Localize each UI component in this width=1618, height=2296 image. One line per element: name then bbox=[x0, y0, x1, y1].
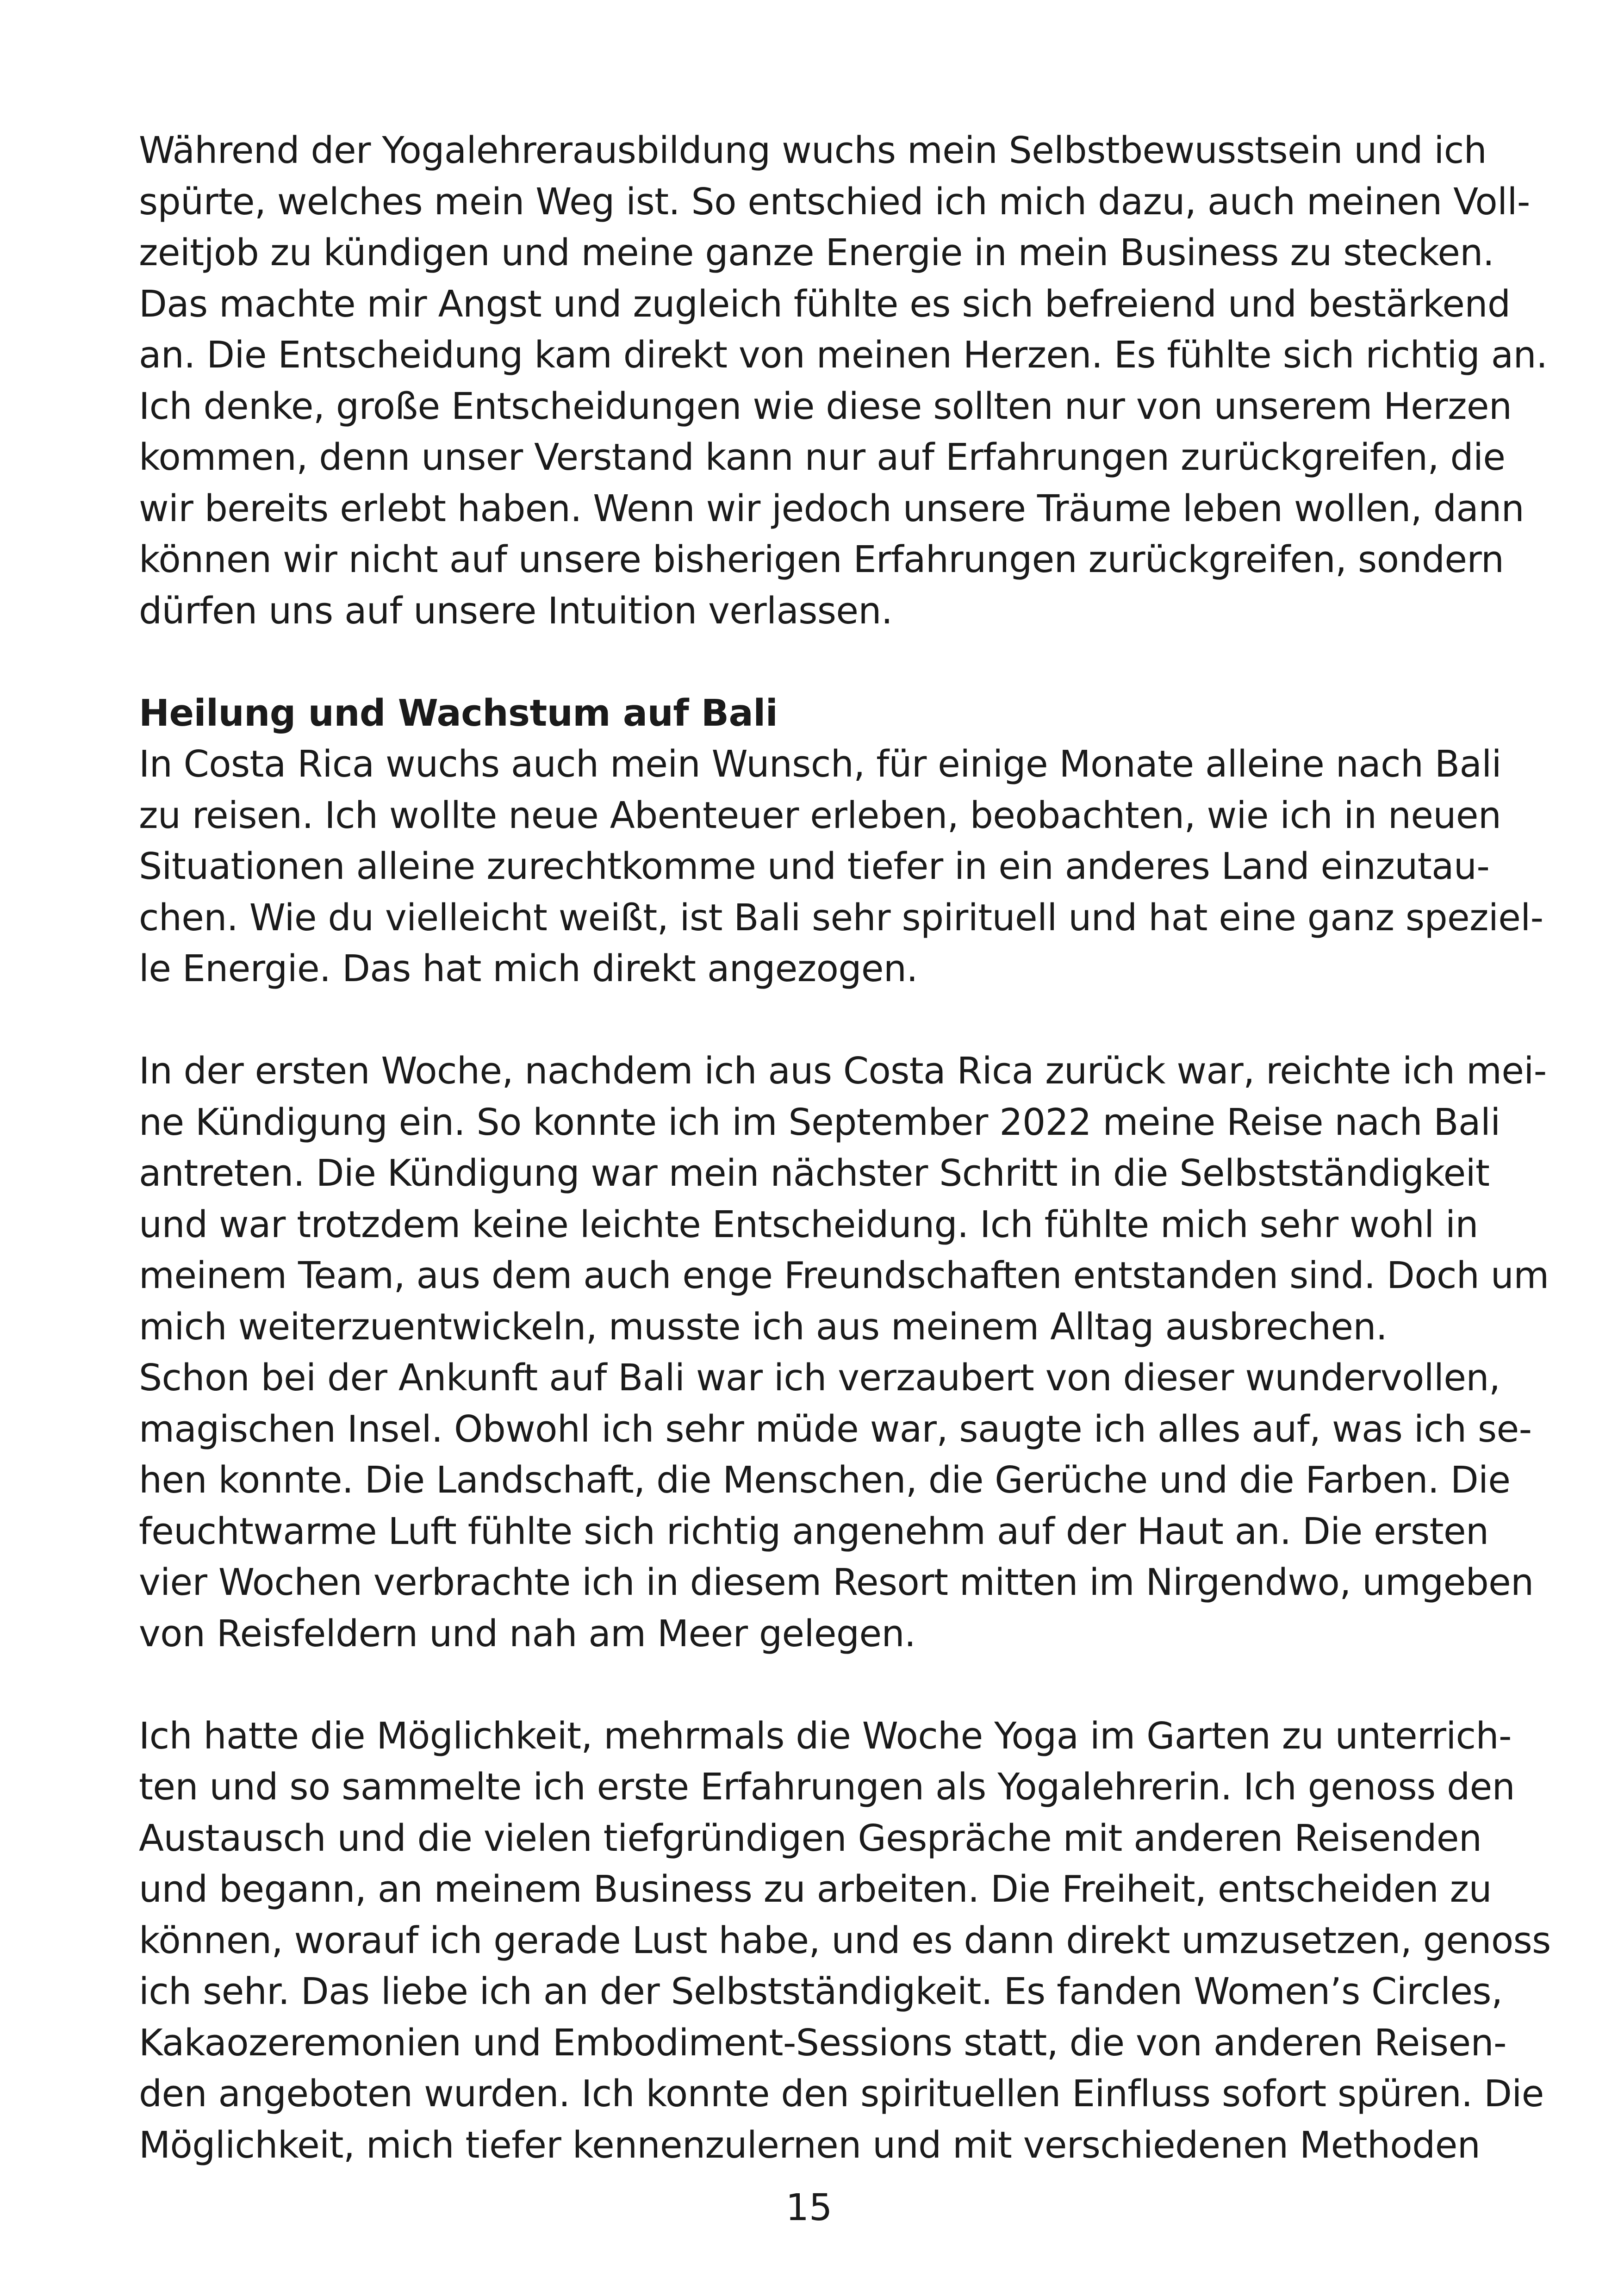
text-line: spürte, welches mein Weg ist. So entschied ich mich dazu, auch meinen Voll- bbox=[139, 180, 1530, 223]
text-line: an. Die Entscheidung kam direkt von meinen Herzen. Es fühlte sich richtig an. bbox=[139, 334, 1548, 376]
text-line: von Reisfeldern und nah am Meer gelegen. bbox=[139, 1612, 916, 1655]
text-line: Situationen alleine zurechtkomme und tiefer in ein anderes Land einzutau- bbox=[139, 845, 1490, 888]
paragraph-gap bbox=[139, 1659, 1481, 1711]
text-line: ten und so sammelte ich erste Erfahrungen als Yogalehrerin. Ich genoss den bbox=[139, 1766, 1515, 1808]
text-line: antreten. Die Kündigung war mein nächster Schritt in die Selbstständigkeit bbox=[139, 1152, 1490, 1195]
text-line: können wir nicht auf unsere bisherigen Erfahrungen zurückgreifen, sondern bbox=[139, 538, 1504, 581]
text-line: wir bereits erlebt haben. Wenn wir jedoch unsere Träume leben wollen, dann bbox=[139, 487, 1525, 530]
text-line: Schon bei der Ankunft auf Bali war ich verzaubert von dieser wundervollen, bbox=[139, 1356, 1500, 1399]
text-line: zeitjob zu kündigen und meine ganze Energie in mein Business zu stecken. bbox=[139, 231, 1494, 274]
paragraph-gap bbox=[139, 636, 1481, 688]
text-line: hen konnte. Die Landschaft, die Menschen, die Gerüche und die Farben. Die bbox=[139, 1459, 1511, 1501]
text-line: chen. Wie du vielleicht weißt, ist Bali sehr spirituell und hat eine ganz speziel- bbox=[139, 896, 1543, 939]
paragraph-resignation bbox=[139, 1045, 1549, 1659]
text-line: dürfen uns auf unsere Intuition verlassen. bbox=[139, 589, 893, 632]
text-line: Während der Yogalehrerausbildung wuchs mein Selbstbewusstsein und ich bbox=[139, 129, 1487, 172]
text-line: In Costa Rica wuchs auch mein Wunsch, für einige Monate alleine nach Bali bbox=[139, 743, 1502, 785]
text-line: den angeboten wurden. Ich konnte den spirituellen Einfluss sofort spüren. Die bbox=[139, 2072, 1544, 2115]
text-line: ne Kündigung ein. So konnte ich im September 2022 meine Reise nach Bali bbox=[139, 1101, 1500, 1144]
text-line: und war trotzdem keine leichte Entscheidung. Ich fühlte mich sehr wohl in bbox=[139, 1203, 1478, 1246]
text-line: Kakaozeremonien und Embodiment-Sessions statt, die von anderen Reisen- bbox=[139, 2021, 1506, 2064]
text-line: Ich denke, große Entscheidungen wie diese sollten nur von unserem Herzen bbox=[139, 385, 1512, 428]
paragraph-yoga-teaching bbox=[139, 1711, 1551, 2171]
text-line: und begann, an meinem Business zu arbeiten. Die Freiheit, entscheiden zu bbox=[139, 1868, 1492, 1910]
text-line: Möglichkeit, mich tiefer kennenzulernen und mit verschiedenen Methoden bbox=[139, 2123, 1481, 2166]
paragraph-intro bbox=[139, 125, 1548, 636]
paragraph-bali-wish bbox=[139, 739, 1543, 995]
text-line: le Energie. Das hat mich direkt angezogen. bbox=[139, 947, 918, 990]
text-line: mich weiterzuentwickeln, musste ich aus meinem Alltag ausbrechen. bbox=[139, 1305, 1388, 1348]
text-line: ich sehr. Das liebe ich an der Selbstständigkeit. Es fanden Women’s Circles, bbox=[139, 1970, 1503, 2013]
text-line: In der ersten Woche, nachdem ich aus Costa Rica zurück war, reichte ich mei- bbox=[139, 1050, 1547, 1092]
text-line: zu reisen. Ich wollte neue Abenteuer erleben, beobachten, wie ich in neuen bbox=[139, 794, 1501, 837]
text-line: vier Wochen verbrachte ich in diesem Resort mitten im Nirgendwo, umgeben bbox=[139, 1561, 1534, 1604]
page-number: 15 bbox=[785, 2186, 833, 2229]
paragraph-gap bbox=[139, 995, 1481, 1046]
text-line: feuchtwarme Luft fühlte sich richtig angenehm auf der Haut an. Die ersten bbox=[139, 1510, 1489, 1553]
section-heading: Heilung und Wachstum auf Bali bbox=[139, 691, 778, 734]
text-line: magischen Insel. Obwohl ich sehr müde war, saugte ich alles auf, was ich se- bbox=[139, 1407, 1532, 1450]
text-line: kommen, denn unser Verstand kann nur auf Erfahrungen zurückgreifen, die bbox=[139, 436, 1506, 479]
text-line: Ich hatte die Möglichkeit, mehrmals die Woche Yoga im Garten zu unterrich- bbox=[139, 1714, 1512, 1757]
text-line: meinem Team, aus dem auch enge Freundschaften entstanden sind. Doch um bbox=[139, 1254, 1549, 1297]
text-line: Austausch und die vielen tiefgründigen Gespräche mit anderen Reisenden bbox=[139, 1817, 1482, 1860]
text-line: Das machte mir Angst und zugleich fühlte es sich befreiend und bestärkend bbox=[139, 282, 1511, 325]
text-line: können, worauf ich gerade Lust habe, und es dann direkt umzusetzen, genoss bbox=[139, 1919, 1551, 1962]
page-body bbox=[139, 125, 1551, 2171]
